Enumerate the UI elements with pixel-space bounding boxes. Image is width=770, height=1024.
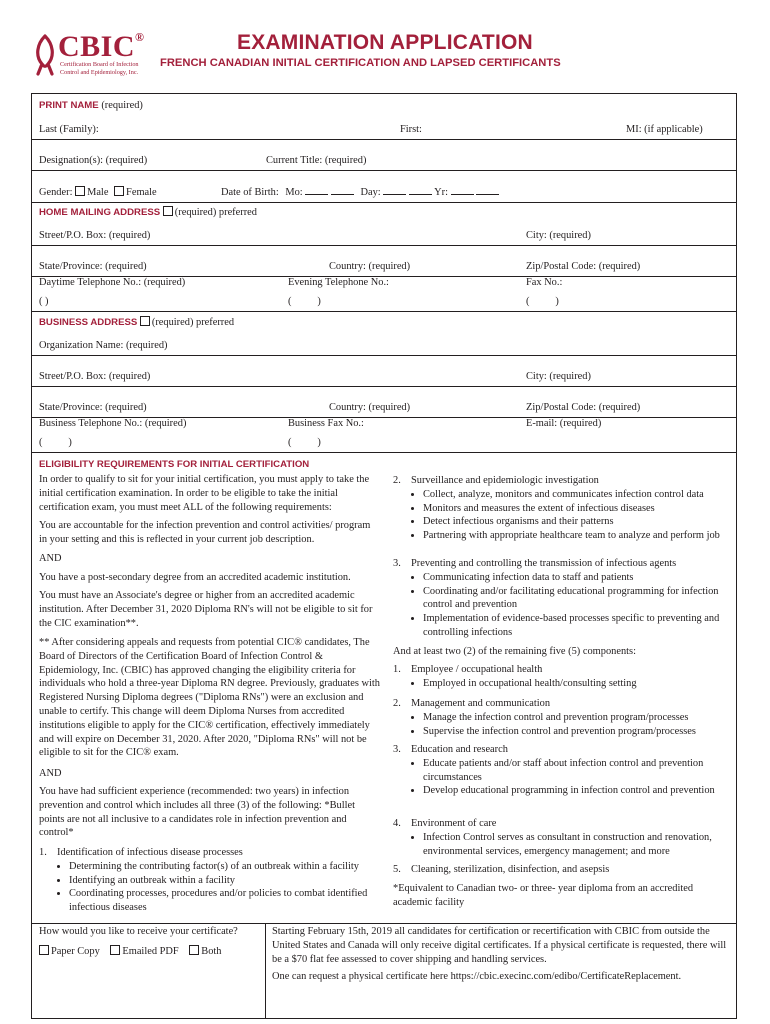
both-checkbox[interactable] <box>189 945 199 955</box>
optional-component-4 <box>393 817 738 858</box>
business-city-field[interactable]: City: (required) <box>526 371 591 382</box>
optional-component-1 <box>393 663 738 691</box>
first-name-field[interactable]: First: <box>400 124 422 135</box>
eligibility-experience: You have had sufficient experience (recommended: two years) in infection prevention and control which includes all three (3) of the following: *Bullet points are not all inclusive to a candidates role in infection prevention and control* <box>39 786 355 839</box>
ribbon-logo-icon <box>34 34 56 76</box>
component-title: Education and research <box>411 744 508 755</box>
eligibility-accountable: You are accountable for the infection prevention and control activities/ program in your setting and this is reflected in your current job description. <box>39 520 371 545</box>
business-fax-label: Business Fax No.: <box>288 418 364 429</box>
business-street-field[interactable]: Street/P.O. Box: (required) <box>39 371 151 382</box>
required-component-2 <box>393 474 738 543</box>
business-fax-field[interactable]: ( ) <box>288 437 321 448</box>
component-bullets <box>57 860 384 915</box>
component-bullets <box>411 677 738 691</box>
designation-field[interactable]: Designation(s): (required) <box>39 155 148 166</box>
logo-line2: Control and Epidemiology, Inc. <box>60 68 139 76</box>
business-preferred-checkbox[interactable] <box>140 316 150 326</box>
component-bullet: • Determining the contributing factor(s) of an outbreak within a facility <box>69 860 384 874</box>
business-phone-field[interactable]: ( ) <box>39 437 72 448</box>
and-2: AND <box>39 768 62 779</box>
business-email-field[interactable]: E-mail: (required) <box>526 418 602 429</box>
component-number: 2. <box>393 475 401 486</box>
page-subtitle: FRENCH CANADIAN INITIAL CERTIFICATION AND LAPSED CERTIFICANTS <box>160 57 561 69</box>
component-bullet: • Coordinating processes, procedures and/or policies to combat identified infectious diseases <box>69 887 384 915</box>
eligibility-associate: You must have an Associate's degree or higher from an accredited academic institution. After December 31, 2020 Diploma RN's will not be eligible to sit for the CIC examination**. <box>39 590 373 629</box>
component-title: Preventing and controlling the transmission of infectious agents <box>411 558 677 569</box>
fax-label: Fax No.: <box>526 277 563 288</box>
home-state-field[interactable]: State/Province: (required) <box>39 261 147 272</box>
component-number: 5. <box>393 864 401 875</box>
home-street-field[interactable]: Street/P.O. Box: (required) <box>39 230 151 241</box>
both-label: Both <box>201 946 222 957</box>
component-title: Surveillance and epidemiologic investigation <box>411 475 599 486</box>
business-state-field[interactable]: State/Province: (required) <box>39 402 147 413</box>
required-component-3 <box>393 557 738 640</box>
component-bullet: • Collect, analyze, monitors and communicates infection control data <box>423 488 738 502</box>
day-phone-field[interactable]: ( ) <box>39 296 49 307</box>
current-title-field[interactable]: Current Title: (required) <box>266 155 367 166</box>
component-number: 3. <box>393 744 401 755</box>
dob-field[interactable]: Date of Birth: Mo: Day: Yr: <box>221 186 499 198</box>
fax-field[interactable]: ( ) <box>526 296 559 307</box>
component-bullet: • Supervise the infection control and prevention program/processes <box>423 725 738 739</box>
mi-field[interactable]: MI: (if applicable) <box>626 124 703 135</box>
component-title: Management and communication <box>411 698 551 709</box>
paper-copy-label: Paper Copy <box>51 946 100 957</box>
optional-component-3 <box>393 743 738 798</box>
component-bullet: • Educate patients and/or staff about infection control and prevention circumstances <box>423 757 738 785</box>
component-bullet: • Communicating infection data to staff and patients <box>423 571 738 585</box>
component-bullet: • Infection Control serves as consultant in construction and renovation, environmental services, emergency management; and more <box>423 831 738 859</box>
physical-certificate-link[interactable]: One can request a physical certificate here https://cbic.execinc.com/edibo/CertificateReplacement. <box>272 971 682 982</box>
business-address-heading: BUSINESS ADDRESS (required) preferred <box>39 317 235 328</box>
last-name-field[interactable]: Last (Family): <box>39 124 99 135</box>
receive-options <box>39 945 222 957</box>
day-phone-label: Daytime Telephone No.: (required) <box>39 277 186 288</box>
female-checkbox[interactable] <box>114 186 124 196</box>
receive-question: How would you like to receive your certificate? <box>39 926 238 937</box>
eligibility-degree: You have a post-secondary degree from an accredited academic institution. <box>39 572 351 583</box>
logo-line1: Certification Board of Infection <box>60 61 139 68</box>
page-title: EXAMINATION APPLICATION <box>237 31 533 54</box>
digital-certificate-notice: Starting February 15th, 2019 all candidates for certification or recertification with CBIC from outside the United States and Canada will only receive digital certificates. If a physical certificate is requested, there will be a $70 flat fee assessed to cover shipping and handling services. <box>272 926 727 965</box>
and-at-least: And at least two (2) of the remaining five (5) components: <box>393 646 636 657</box>
home-country-field[interactable]: Country: (required) <box>329 261 411 272</box>
eve-phone-field[interactable]: ( ) <box>288 296 321 307</box>
component-number: 3. <box>393 558 401 569</box>
eligibility-intro: In order to qualify to sit for your initial certification, you must apply to take the initial certification examination. In order to be eligible to take the initial certification exam, you must meet ALL of the following requirements: <box>39 474 370 513</box>
component-title: Cleaning, sterilization, disinfection, and asepsis <box>411 864 610 875</box>
eve-phone-label: Evening Telephone No.: <box>288 277 389 288</box>
component-bullet: • Coordinating and/or facilitating educational programming for infection control and prevention <box>423 585 738 613</box>
component-bullets <box>411 488 738 543</box>
component-number: 1. <box>39 847 47 858</box>
home-city-field[interactable]: City: (required) <box>526 230 591 241</box>
home-preferred-checkbox[interactable] <box>163 206 173 216</box>
and-1: AND <box>39 553 62 564</box>
component-bullets <box>411 831 738 859</box>
component-bullet: • Identifying an outbreak within a facility <box>69 874 384 888</box>
business-zip-field[interactable]: Zip/Postal Code: (required) <box>526 402 641 413</box>
emailed-pdf-checkbox[interactable] <box>110 945 120 955</box>
emailed-pdf-label: Emailed PDF <box>122 946 179 957</box>
required-component-1 <box>39 846 384 915</box>
print-name-heading: PRINT NAME (required) <box>39 100 143 111</box>
logo-acronym: CBIC <box>58 30 136 63</box>
component-bullet: • Detect infectious organisms and their patterns <box>423 515 738 529</box>
male-checkbox[interactable] <box>75 186 85 196</box>
component-bullet: • Implementation of evidence-based processes specific to preventing and controlling infections <box>423 612 738 640</box>
component-bullet: • Partnering with appropriate healthcare team to analyze and perform job <box>423 529 738 543</box>
component-title: Identification of infectious disease processes <box>57 847 243 858</box>
home-address-heading: HOME MAILING ADDRESS (required) preferred <box>39 207 257 218</box>
component-bullet: • Develop educational programming in infection control and prevention <box>423 784 738 798</box>
component-bullet: • Monitors and measures the extent of infectious diseases <box>423 502 738 516</box>
gender-field: Gender: Male Female <box>39 187 157 198</box>
eligibility-heading: ELIGIBILITY REQUIREMENTS FOR INITIAL CERTIFICATION <box>39 459 310 470</box>
optional-component-2 <box>393 697 738 738</box>
component-title: Employee / occupational health <box>411 664 543 675</box>
optional-component-5 <box>393 863 738 877</box>
component-bullet: • Manage the infection control and prevention program/processes <box>423 711 738 725</box>
equivalent-note: *Equivalent to Canadian two- or three- year diploma from an accredited academic facility <box>393 883 694 908</box>
component-bullets <box>411 571 738 640</box>
component-number: 2. <box>393 698 401 709</box>
org-name-field[interactable]: Organization Name: (required) <box>39 340 168 351</box>
component-bullets <box>411 711 738 739</box>
business-phone-label: Business Telephone No.: (required) <box>39 418 187 429</box>
component-title: Environment of care <box>411 818 497 829</box>
component-bullets <box>411 757 738 798</box>
component-bullet: • Employed in occupational health/consulting setting <box>423 677 738 691</box>
eligibility-diploma-note: ** After considering appeals and requests from potential CIC® candidates, The Board of Directors of the Certification Board of Infection Control & Epidemiology, Inc. (CBIC) has approved changing the eligibility criteria for individuals who hold a three-year Diploma RN degree. Previously, graduates with Registered Nursing Diploma degrees ("Diploma RNs") were an exclusion and unable to certify. This change will deem Diploma Nurses from accredited institutions eligible to apply for the CIC® certification, effectively immediately and will expire on December 31, 2020. After 2020, "Diploma RNs" will not be eligible to sit for the CIC® exam. <box>39 637 380 759</box>
component-number: 1. <box>393 664 401 675</box>
paper-copy-checkbox[interactable] <box>39 945 49 955</box>
logo-registered: ® <box>135 30 145 44</box>
home-zip-field[interactable]: Zip/Postal Code: (required) <box>526 261 641 272</box>
component-number: 4. <box>393 818 401 829</box>
business-country-field[interactable]: Country: (required) <box>329 402 411 413</box>
